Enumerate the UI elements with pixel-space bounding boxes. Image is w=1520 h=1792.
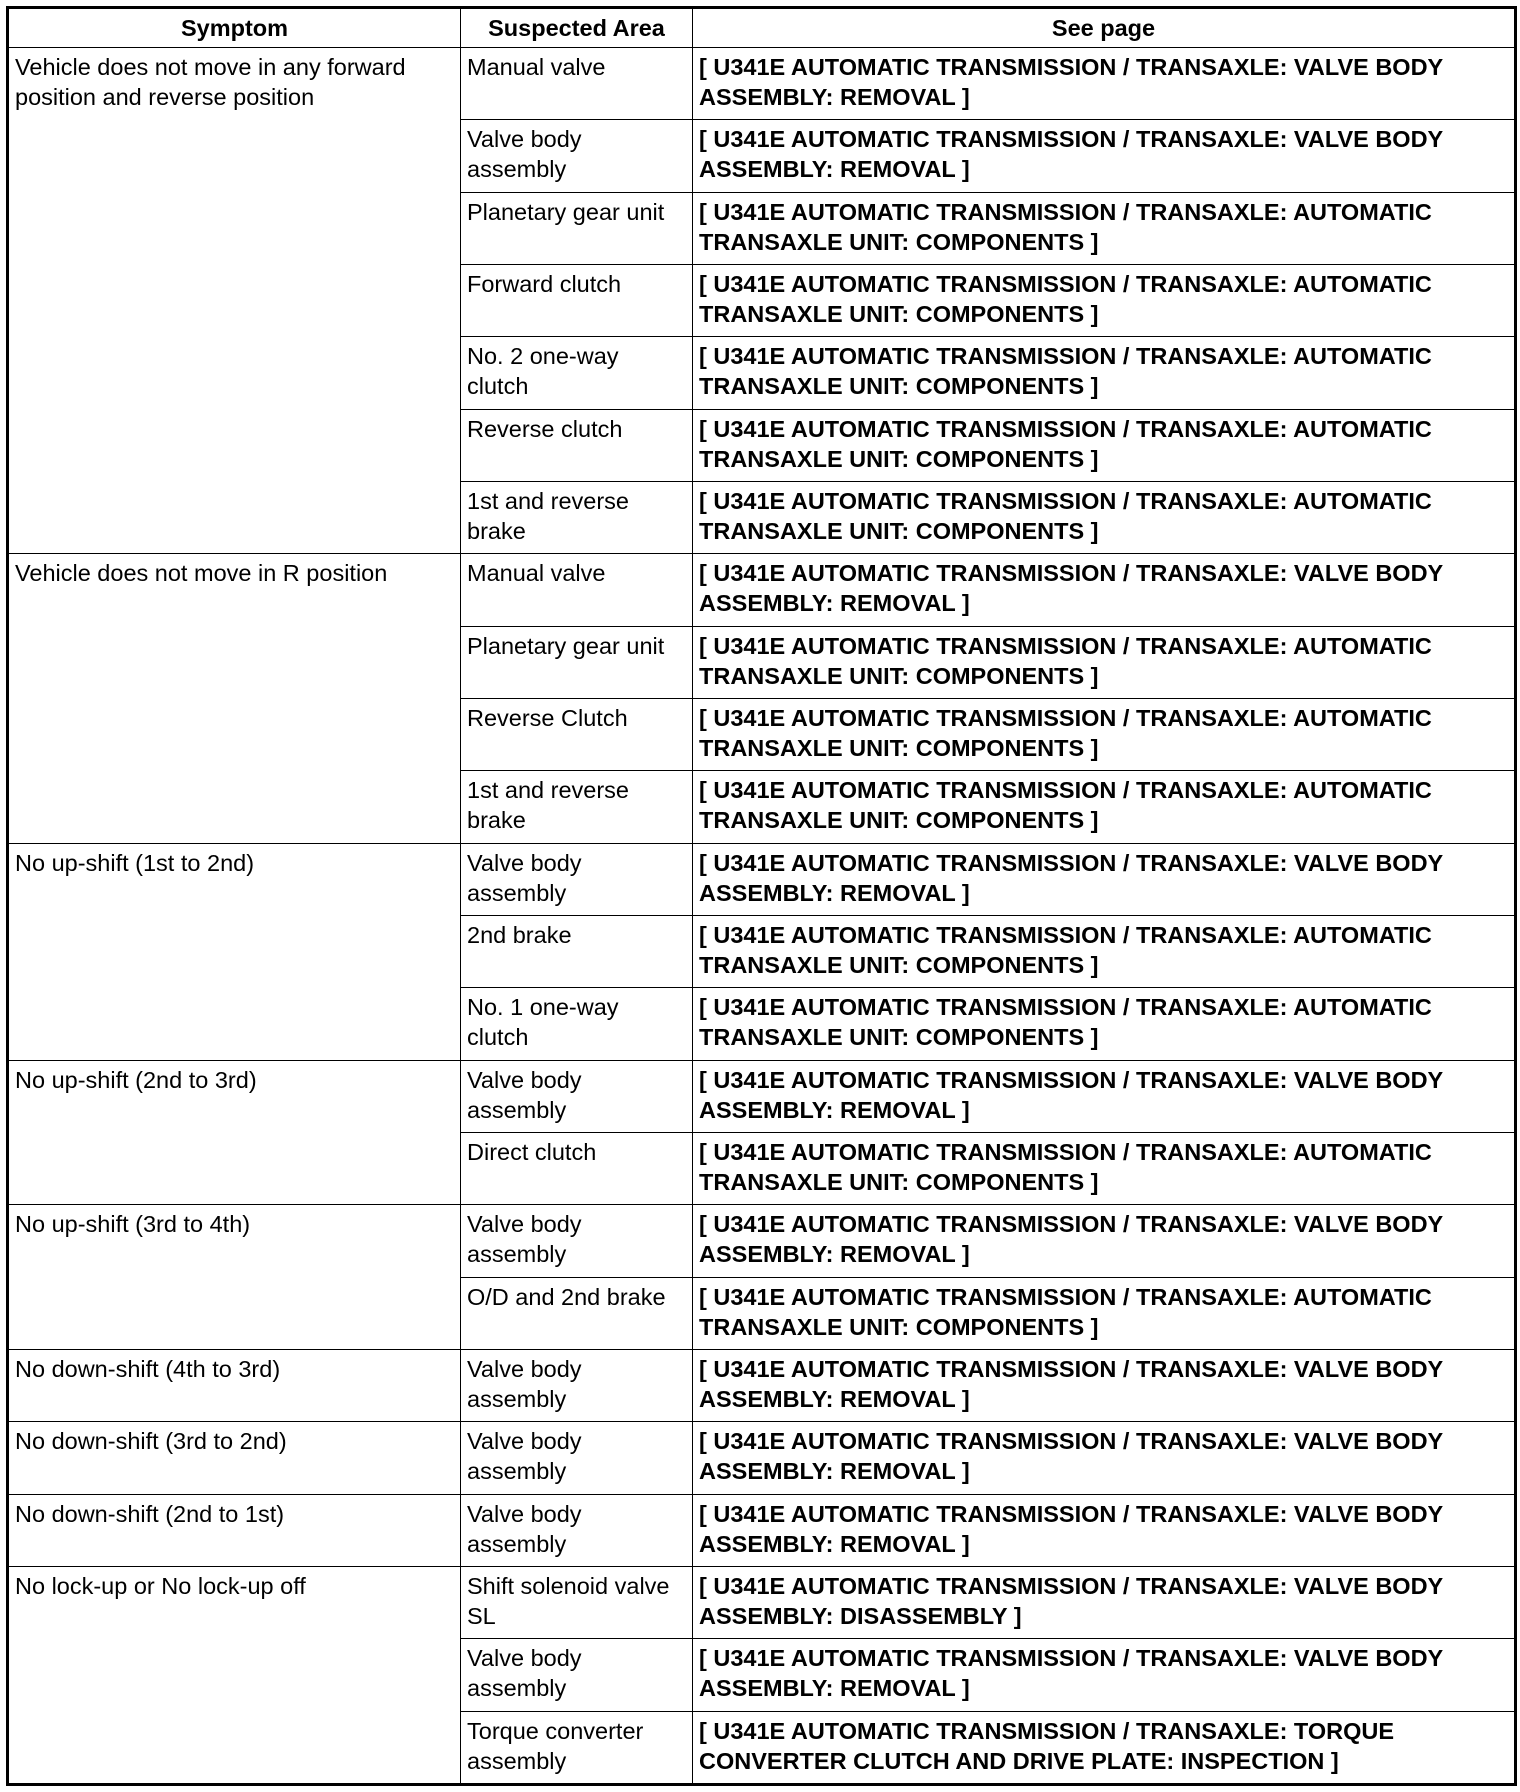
see-page-link[interactable]: [ U341E AUTOMATIC TRANSMISSION / TRANSAXLE: AUTOMATIC TRANSAXLE UNIT: COMPONENTS ] <box>693 698 1516 770</box>
suspected-area-cell: No. 2 one-way clutch <box>461 337 693 409</box>
suspected-area-cell: Planetary gear unit <box>461 626 693 698</box>
suspected-area-cell: Reverse Clutch <box>461 698 693 770</box>
symptom-cell: No up-shift (1st to 2nd) <box>8 843 461 1060</box>
suspected-area-cell: No. 1 one-way clutch <box>461 988 693 1060</box>
see-page-link[interactable]: [ U341E AUTOMATIC TRANSMISSION / TRANSAXLE: VALVE BODY ASSEMBLY: REMOVAL ] <box>693 1422 1516 1494</box>
suspected-area-cell: 2nd brake <box>461 915 693 987</box>
see-page-link[interactable]: [ U341E AUTOMATIC TRANSMISSION / TRANSAXLE: AUTOMATIC TRANSAXLE UNIT: COMPONENTS ] <box>693 1132 1516 1204</box>
header-symptom: Symptom <box>8 8 461 48</box>
table-row <box>8 1422 1516 1494</box>
symptom-cell: No down-shift (2nd to 1st) <box>8 1494 461 1566</box>
suspected-area-cell: Manual valve <box>461 554 693 626</box>
see-page-link[interactable]: [ U341E AUTOMATIC TRANSMISSION / TRANSAXLE: VALVE BODY ASSEMBLY: REMOVAL ] <box>693 1349 1516 1421</box>
see-page-link[interactable]: [ U341E AUTOMATIC TRANSMISSION / TRANSAXLE: VALVE BODY ASSEMBLY: REMOVAL ] <box>693 48 1516 120</box>
see-page-link[interactable]: [ U341E AUTOMATIC TRANSMISSION / TRANSAXLE: VALVE BODY ASSEMBLY: REMOVAL ] <box>693 1205 1516 1277</box>
suspected-area-cell: Valve body assembly <box>461 1422 693 1494</box>
suspected-area-cell: Valve body assembly <box>461 1639 693 1711</box>
header-suspected-area: Suspected Area <box>461 8 693 48</box>
symptom-cell: Vehicle does not move in R position <box>8 554 461 843</box>
symptom-cell: No lock-up or No lock-up off <box>8 1566 461 1784</box>
suspected-area-cell: Torque converter assembly <box>461 1711 693 1784</box>
see-page-link[interactable]: [ U341E AUTOMATIC TRANSMISSION / TRANSAXLE: AUTOMATIC TRANSAXLE UNIT: COMPONENTS ] <box>693 1277 1516 1349</box>
symptom-table <box>6 6 1517 1786</box>
suspected-area-cell: Forward clutch <box>461 264 693 336</box>
symptom-cell: No down-shift (3rd to 2nd) <box>8 1422 461 1494</box>
suspected-area-cell: 1st and reverse brake <box>461 771 693 843</box>
suspected-area-cell: Manual valve <box>461 48 693 120</box>
symptom-cell: No up-shift (3rd to 4th) <box>8 1205 461 1350</box>
see-page-link[interactable]: [ U341E AUTOMATIC TRANSMISSION / TRANSAXLE: AUTOMATIC TRANSAXLE UNIT: COMPONENTS ] <box>693 409 1516 481</box>
suspected-area-cell: Planetary gear unit <box>461 192 693 264</box>
suspected-area-cell: Valve body assembly <box>461 120 693 192</box>
table-row <box>8 1566 1516 1638</box>
table-row <box>8 1494 1516 1566</box>
symptom-cell: No down-shift (4th to 3rd) <box>8 1349 461 1421</box>
see-page-link[interactable]: [ U341E AUTOMATIC TRANSMISSION / TRANSAXLE: VALVE BODY ASSEMBLY: REMOVAL ] <box>693 120 1516 192</box>
suspected-area-cell: O/D and 2nd brake <box>461 1277 693 1349</box>
table-row <box>8 1349 1516 1421</box>
suspected-area-cell: Valve body assembly <box>461 843 693 915</box>
see-page-link[interactable]: [ U341E AUTOMATIC TRANSMISSION / TRANSAXLE: AUTOMATIC TRANSAXLE UNIT: COMPONENTS ] <box>693 264 1516 336</box>
suspected-area-cell: Reverse clutch <box>461 409 693 481</box>
header-see-page: See page <box>693 8 1516 48</box>
suspected-area-cell: Valve body assembly <box>461 1349 693 1421</box>
table-row <box>8 1205 1516 1277</box>
see-page-link[interactable]: [ U341E AUTOMATIC TRANSMISSION / TRANSAXLE: VALVE BODY ASSEMBLY: REMOVAL ] <box>693 843 1516 915</box>
header-row <box>8 8 1516 48</box>
suspected-area-cell: Direct clutch <box>461 1132 693 1204</box>
symptom-cell: Vehicle does not move in any forward position and reverse position <box>8 48 461 554</box>
see-page-link[interactable]: [ U341E AUTOMATIC TRANSMISSION / TRANSAXLE: VALVE BODY ASSEMBLY: DISASSEMBLY ] <box>693 1566 1516 1638</box>
see-page-link[interactable]: [ U341E AUTOMATIC TRANSMISSION / TRANSAXLE: VALVE BODY ASSEMBLY: REMOVAL ] <box>693 1639 1516 1711</box>
suspected-area-cell: 1st and reverse brake <box>461 481 693 553</box>
see-page-link[interactable]: [ U341E AUTOMATIC TRANSMISSION / TRANSAXLE: AUTOMATIC TRANSAXLE UNIT: COMPONENTS ] <box>693 771 1516 843</box>
see-page-link[interactable]: [ U341E AUTOMATIC TRANSMISSION / TRANSAXLE: AUTOMATIC TRANSAXLE UNIT: COMPONENTS ] <box>693 988 1516 1060</box>
symptom-cell: No up-shift (2nd to 3rd) <box>8 1060 461 1205</box>
table-row <box>8 1060 1516 1132</box>
table-row <box>8 554 1516 626</box>
see-page-link[interactable]: [ U341E AUTOMATIC TRANSMISSION / TRANSAXLE: AUTOMATIC TRANSAXLE UNIT: COMPONENTS ] <box>693 192 1516 264</box>
suspected-area-cell: Shift solenoid valve SL <box>461 1566 693 1638</box>
see-page-link[interactable]: [ U341E AUTOMATIC TRANSMISSION / TRANSAXLE: VALVE BODY ASSEMBLY: REMOVAL ] <box>693 1494 1516 1566</box>
suspected-area-cell: Valve body assembly <box>461 1494 693 1566</box>
table-row <box>8 843 1516 915</box>
see-page-link[interactable]: [ U341E AUTOMATIC TRANSMISSION / TRANSAXLE: VALVE BODY ASSEMBLY: REMOVAL ] <box>693 554 1516 626</box>
see-page-link[interactable]: [ U341E AUTOMATIC TRANSMISSION / TRANSAXLE: VALVE BODY ASSEMBLY: REMOVAL ] <box>693 1060 1516 1132</box>
see-page-link[interactable]: [ U341E AUTOMATIC TRANSMISSION / TRANSAXLE: AUTOMATIC TRANSAXLE UNIT: COMPONENTS ] <box>693 915 1516 987</box>
suspected-area-cell: Valve body assembly <box>461 1205 693 1277</box>
table-row <box>8 48 1516 120</box>
see-page-link[interactable]: [ U341E AUTOMATIC TRANSMISSION / TRANSAXLE: TORQUE CONVERTER CLUTCH AND DRIVE PLATE: INSPECTION ] <box>693 1711 1516 1784</box>
see-page-link[interactable]: [ U341E AUTOMATIC TRANSMISSION / TRANSAXLE: AUTOMATIC TRANSAXLE UNIT: COMPONENTS ] <box>693 481 1516 553</box>
see-page-link[interactable]: [ U341E AUTOMATIC TRANSMISSION / TRANSAXLE: AUTOMATIC TRANSAXLE UNIT: COMPONENTS ] <box>693 626 1516 698</box>
suspected-area-cell: Valve body assembly <box>461 1060 693 1132</box>
see-page-link[interactable]: [ U341E AUTOMATIC TRANSMISSION / TRANSAXLE: AUTOMATIC TRANSAXLE UNIT: COMPONENTS ] <box>693 337 1516 409</box>
